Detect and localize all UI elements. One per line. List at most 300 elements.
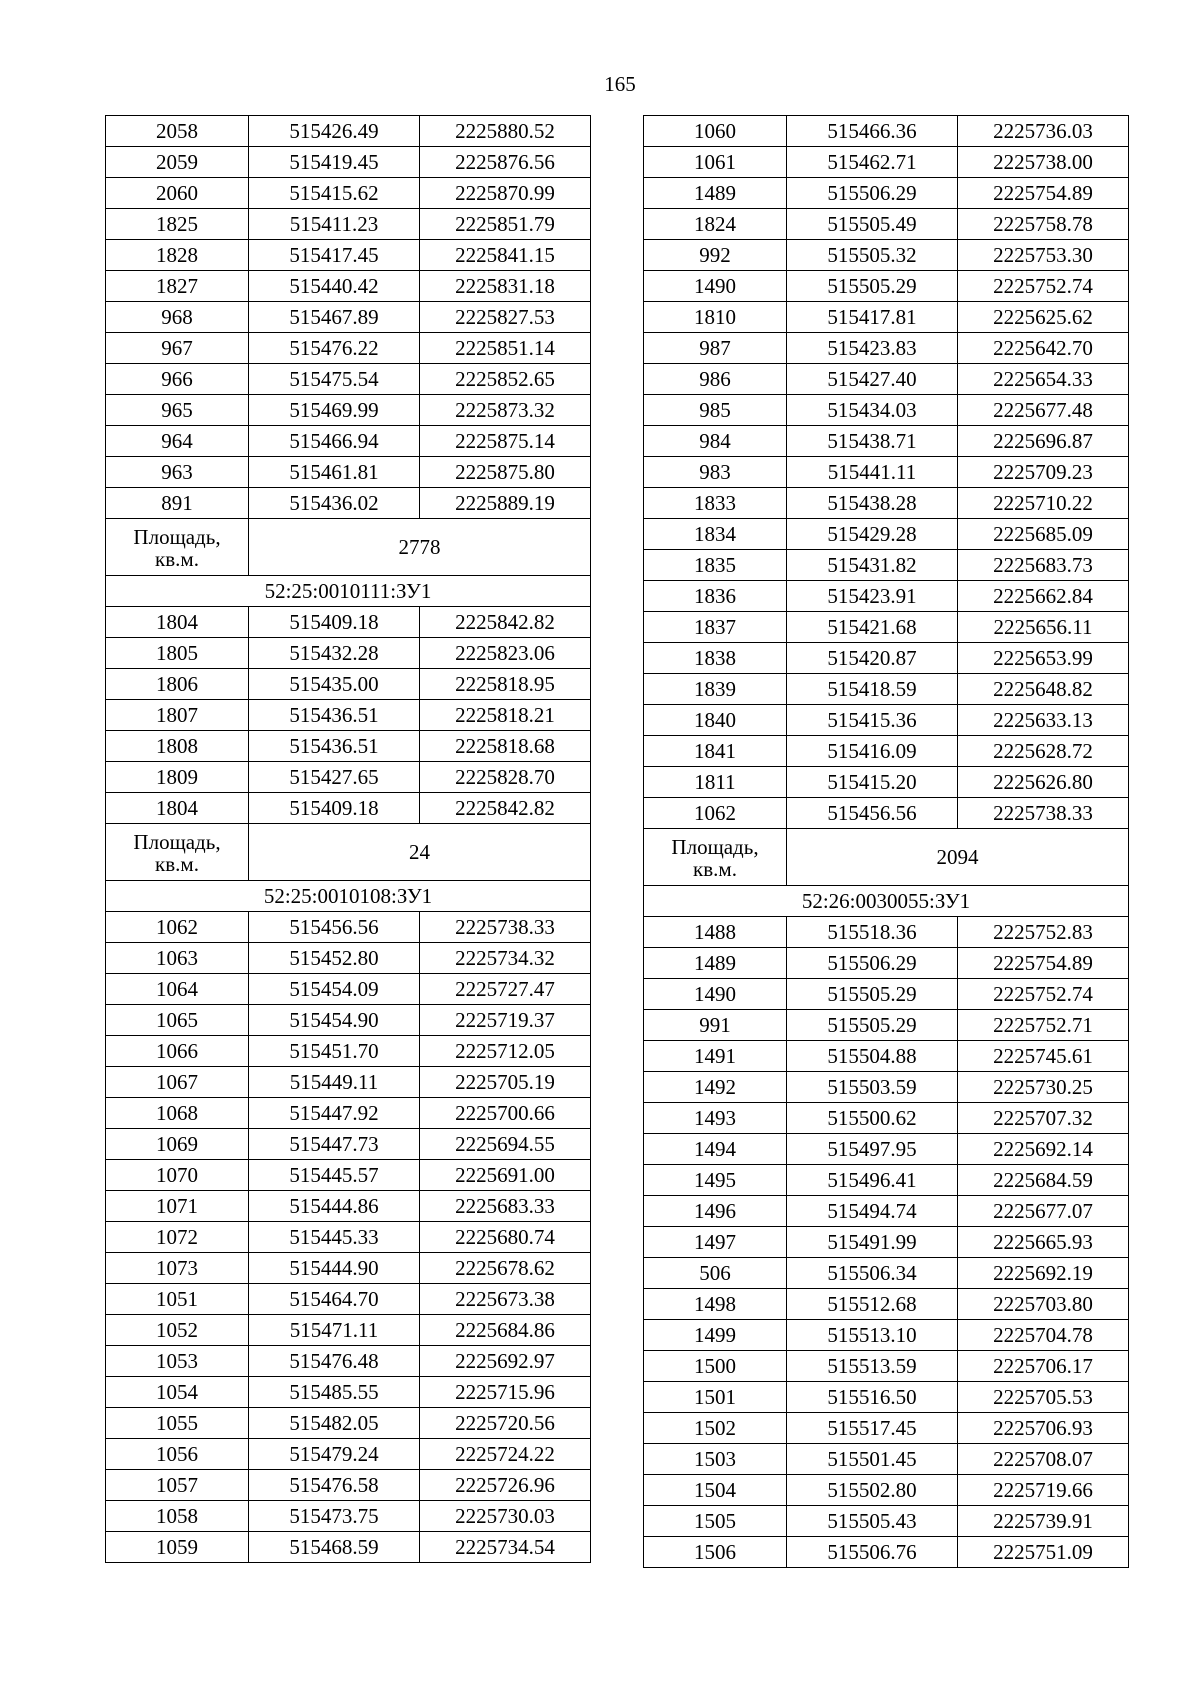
x-coordinate-cell: 515471.11 (249, 1315, 420, 1346)
point-number-cell: 1058 (106, 1501, 249, 1532)
x-coordinate-cell: 515444.86 (249, 1191, 420, 1222)
parcel-header-row (106, 576, 591, 607)
table-row (644, 736, 1129, 767)
table-row (644, 147, 1129, 178)
table-row (106, 333, 591, 364)
x-coordinate-cell: 515475.54 (249, 364, 420, 395)
y-coordinate-cell: 2225719.37 (420, 1005, 591, 1036)
table-row (644, 178, 1129, 209)
x-coordinate-cell: 515431.82 (787, 550, 958, 581)
point-number-cell: 1505 (644, 1506, 787, 1537)
y-coordinate-cell: 2225715.96 (420, 1377, 591, 1408)
x-coordinate-cell: 515456.56 (787, 798, 958, 829)
x-coordinate-cell: 515466.94 (249, 426, 420, 457)
y-coordinate-cell: 2225665.93 (958, 1227, 1129, 1258)
table-row (644, 1382, 1129, 1413)
point-number-cell: 1805 (106, 638, 249, 669)
table-row (106, 271, 591, 302)
x-coordinate-cell: 515452.80 (249, 943, 420, 974)
point-number-cell: 1833 (644, 488, 787, 519)
area-value-cell: 2778 (249, 519, 591, 576)
y-coordinate-cell: 2225700.66 (420, 1098, 591, 1129)
table-row (644, 488, 1129, 519)
point-number-cell: 1840 (644, 705, 787, 736)
x-coordinate-cell: 515409.18 (249, 607, 420, 638)
y-coordinate-cell: 2225873.32 (420, 395, 591, 426)
y-coordinate-cell: 2225683.73 (958, 550, 1129, 581)
point-number-cell: 1059 (106, 1532, 249, 1563)
point-number-cell: 506 (644, 1258, 787, 1289)
point-number-cell: 1806 (106, 669, 249, 700)
table-row (644, 1320, 1129, 1351)
y-coordinate-cell: 2225752.83 (958, 917, 1129, 948)
x-coordinate-cell: 515417.45 (249, 240, 420, 271)
point-number-cell: 1492 (644, 1072, 787, 1103)
y-coordinate-cell: 2225852.65 (420, 364, 591, 395)
point-number-cell: 1073 (106, 1253, 249, 1284)
y-coordinate-cell: 2225738.33 (958, 798, 1129, 829)
x-coordinate-cell: 515491.99 (787, 1227, 958, 1258)
table-row (106, 912, 591, 943)
x-coordinate-cell: 515436.02 (249, 488, 420, 519)
area-value-cell: 2094 (787, 829, 1129, 886)
area-label: Площадь, (671, 835, 759, 859)
point-number-cell: 1506 (644, 1537, 787, 1568)
y-coordinate-cell: 2225751.09 (958, 1537, 1129, 1568)
table-row (644, 1072, 1129, 1103)
x-coordinate-cell: 515482.05 (249, 1408, 420, 1439)
x-coordinate-cell: 515423.91 (787, 581, 958, 612)
table-row (644, 1475, 1129, 1506)
y-coordinate-cell: 2225710.22 (958, 488, 1129, 519)
x-coordinate-cell: 515436.51 (249, 731, 420, 762)
x-coordinate-cell: 515456.56 (249, 912, 420, 943)
table-row (106, 1129, 591, 1160)
y-coordinate-cell: 2225705.53 (958, 1382, 1129, 1413)
y-coordinate-cell: 2225684.59 (958, 1165, 1129, 1196)
y-coordinate-cell: 2225705.19 (420, 1067, 591, 1098)
point-number-cell: 1060 (644, 116, 787, 147)
point-number-cell: 1808 (106, 731, 249, 762)
cadastral-number: 52:26:0030055:ЗУ1 (644, 886, 1129, 917)
x-coordinate-cell: 515454.09 (249, 974, 420, 1005)
point-number-cell: 1838 (644, 643, 787, 674)
point-number-cell: 1809 (106, 762, 249, 793)
y-coordinate-cell: 2225680.74 (420, 1222, 591, 1253)
x-coordinate-cell: 515464.70 (249, 1284, 420, 1315)
point-number-cell: 1070 (106, 1160, 249, 1191)
point-number-cell: 1062 (106, 912, 249, 943)
point-number-cell: 1051 (106, 1284, 249, 1315)
point-number-cell: 1835 (644, 550, 787, 581)
point-number-cell: 1837 (644, 612, 787, 643)
point-number-cell: 986 (644, 364, 787, 395)
y-coordinate-cell: 2225706.93 (958, 1413, 1129, 1444)
point-number-cell: 2060 (106, 178, 249, 209)
table-row (106, 974, 591, 1005)
y-coordinate-cell: 2225738.33 (420, 912, 591, 943)
point-number-cell: 1062 (644, 798, 787, 829)
y-coordinate-cell: 2225673.38 (420, 1284, 591, 1315)
table-row (106, 1408, 591, 1439)
y-coordinate-cell: 2225684.86 (420, 1315, 591, 1346)
point-number-cell: 1500 (644, 1351, 787, 1382)
y-coordinate-cell: 2225739.91 (958, 1506, 1129, 1537)
table-row (644, 612, 1129, 643)
point-number-cell: 1067 (106, 1067, 249, 1098)
y-coordinate-cell: 2225696.87 (958, 426, 1129, 457)
point-number-cell: 1495 (644, 1165, 787, 1196)
x-coordinate-cell: 515438.71 (787, 426, 958, 457)
table-row (644, 1134, 1129, 1165)
x-coordinate-cell: 515496.41 (787, 1165, 958, 1196)
point-number-cell: 991 (644, 1010, 787, 1041)
y-coordinate-cell: 2225754.89 (958, 948, 1129, 979)
table-row (644, 1289, 1129, 1320)
y-coordinate-cell: 2225818.95 (420, 669, 591, 700)
table-row (644, 116, 1129, 147)
x-coordinate-cell: 515418.59 (787, 674, 958, 705)
y-coordinate-cell: 2225818.21 (420, 700, 591, 731)
y-coordinate-cell: 2225736.03 (958, 116, 1129, 147)
area-label-cell (644, 829, 787, 886)
point-number-cell: 2059 (106, 147, 249, 178)
x-coordinate-cell: 515506.29 (787, 178, 958, 209)
point-number-cell: 2058 (106, 116, 249, 147)
y-coordinate-cell: 2225704.78 (958, 1320, 1129, 1351)
x-coordinate-cell: 515505.49 (787, 209, 958, 240)
x-coordinate-cell: 515506.34 (787, 1258, 958, 1289)
y-coordinate-cell: 2225851.14 (420, 333, 591, 364)
point-number-cell: 1807 (106, 700, 249, 731)
cadastral-number: 52:25:0010111:ЗУ1 (106, 576, 591, 607)
area-unit-label: кв.м. (155, 547, 199, 571)
point-number-cell: 1491 (644, 1041, 787, 1072)
point-number-cell: 1841 (644, 736, 787, 767)
x-coordinate-cell: 515426.49 (249, 116, 420, 147)
x-coordinate-cell: 515451.70 (249, 1036, 420, 1067)
table-row (106, 395, 591, 426)
x-coordinate-cell: 515485.55 (249, 1377, 420, 1408)
y-coordinate-cell: 2225677.07 (958, 1196, 1129, 1227)
table-row (644, 1351, 1129, 1382)
x-coordinate-cell: 515454.90 (249, 1005, 420, 1036)
point-number-cell: 1824 (644, 209, 787, 240)
point-number-cell: 1828 (106, 240, 249, 271)
y-coordinate-cell: 2225734.54 (420, 1532, 591, 1563)
x-coordinate-cell: 515419.45 (249, 147, 420, 178)
table-row (106, 1253, 591, 1284)
point-number-cell: 1061 (644, 147, 787, 178)
point-number-cell: 1499 (644, 1320, 787, 1351)
table-row (106, 147, 591, 178)
y-coordinate-cell: 2225720.56 (420, 1408, 591, 1439)
coordinates-table-right (643, 115, 1129, 1568)
x-coordinate-cell: 515512.68 (787, 1289, 958, 1320)
point-number-cell: 963 (106, 457, 249, 488)
point-number-cell: 1054 (106, 1377, 249, 1408)
y-coordinate-cell: 2225677.48 (958, 395, 1129, 426)
y-coordinate-cell: 2225875.80 (420, 457, 591, 488)
y-coordinate-cell: 2225691.00 (420, 1160, 591, 1191)
y-coordinate-cell: 2225694.55 (420, 1129, 591, 1160)
x-coordinate-cell: 515427.40 (787, 364, 958, 395)
y-coordinate-cell: 2225708.07 (958, 1444, 1129, 1475)
x-coordinate-cell: 515516.50 (787, 1382, 958, 1413)
table-row (644, 457, 1129, 488)
table-row (106, 426, 591, 457)
y-coordinate-cell: 2225727.47 (420, 974, 591, 1005)
area-label-cell (106, 824, 249, 881)
y-coordinate-cell: 2225730.25 (958, 1072, 1129, 1103)
table-row (644, 948, 1129, 979)
point-number-cell: 1834 (644, 519, 787, 550)
x-coordinate-cell: 515416.09 (787, 736, 958, 767)
x-coordinate-cell: 515427.65 (249, 762, 420, 793)
table-row (644, 798, 1129, 829)
table-row (644, 767, 1129, 798)
y-coordinate-cell: 2225827.53 (420, 302, 591, 333)
parcel-header-row (644, 886, 1129, 917)
y-coordinate-cell: 2225653.99 (958, 643, 1129, 674)
point-number-cell: 1804 (106, 793, 249, 824)
point-number-cell: 1839 (644, 674, 787, 705)
point-number-cell: 1493 (644, 1103, 787, 1134)
x-coordinate-cell: 515411.23 (249, 209, 420, 240)
point-number-cell: 1053 (106, 1346, 249, 1377)
y-coordinate-cell: 2225842.82 (420, 607, 591, 638)
x-coordinate-cell: 515494.74 (787, 1196, 958, 1227)
y-coordinate-cell: 2225692.14 (958, 1134, 1129, 1165)
x-coordinate-cell: 515505.32 (787, 240, 958, 271)
table-row (106, 793, 591, 824)
y-coordinate-cell: 2225754.89 (958, 178, 1129, 209)
table-row (644, 240, 1129, 271)
x-coordinate-cell: 515473.75 (249, 1501, 420, 1532)
x-coordinate-cell: 515518.36 (787, 917, 958, 948)
y-coordinate-cell: 2225831.18 (420, 271, 591, 302)
table-row (644, 1506, 1129, 1537)
table-row (644, 1196, 1129, 1227)
point-number-cell: 1502 (644, 1413, 787, 1444)
y-coordinate-cell: 2225841.15 (420, 240, 591, 271)
x-coordinate-cell: 515505.29 (787, 979, 958, 1010)
table-row (106, 1346, 591, 1377)
y-coordinate-cell: 2225703.80 (958, 1289, 1129, 1320)
point-number-cell: 967 (106, 333, 249, 364)
table-row (106, 1005, 591, 1036)
point-number-cell: 992 (644, 240, 787, 271)
y-coordinate-cell: 2225823.06 (420, 638, 591, 669)
point-number-cell: 966 (106, 364, 249, 395)
table-row (106, 1222, 591, 1253)
point-number-cell: 891 (106, 488, 249, 519)
table-row (644, 1413, 1129, 1444)
x-coordinate-cell: 515441.11 (787, 457, 958, 488)
point-number-cell: 984 (644, 426, 787, 457)
x-coordinate-cell: 515445.57 (249, 1160, 420, 1191)
x-coordinate-cell: 515505.29 (787, 1010, 958, 1041)
table-row (644, 1103, 1129, 1134)
point-number-cell: 1055 (106, 1408, 249, 1439)
table-row (106, 1501, 591, 1532)
x-coordinate-cell: 515423.83 (787, 333, 958, 364)
x-coordinate-cell: 515421.68 (787, 612, 958, 643)
x-coordinate-cell: 515513.10 (787, 1320, 958, 1351)
table-row (644, 1258, 1129, 1289)
point-number-cell: 1056 (106, 1439, 249, 1470)
table-row (644, 1537, 1129, 1568)
area-value-cell: 24 (249, 824, 591, 881)
y-coordinate-cell: 2225642.70 (958, 333, 1129, 364)
table-row (106, 116, 591, 147)
table-row (644, 643, 1129, 674)
point-number-cell: 1836 (644, 581, 787, 612)
x-coordinate-cell: 515415.62 (249, 178, 420, 209)
x-coordinate-cell: 515506.76 (787, 1537, 958, 1568)
point-number-cell: 1804 (106, 607, 249, 638)
table-row (644, 364, 1129, 395)
y-coordinate-cell: 2225753.30 (958, 240, 1129, 271)
table-row (106, 1284, 591, 1315)
y-coordinate-cell: 2225633.13 (958, 705, 1129, 736)
table-row (106, 364, 591, 395)
y-coordinate-cell: 2225889.19 (420, 488, 591, 519)
point-number-cell: 987 (644, 333, 787, 364)
point-number-cell: 1497 (644, 1227, 787, 1258)
table-row (644, 519, 1129, 550)
y-coordinate-cell: 2225738.00 (958, 147, 1129, 178)
table-row (644, 426, 1129, 457)
page-number: 165 (604, 72, 636, 96)
x-coordinate-cell: 515409.18 (249, 793, 420, 824)
table-row (106, 178, 591, 209)
point-number-cell: 1072 (106, 1222, 249, 1253)
x-coordinate-cell: 515449.11 (249, 1067, 420, 1098)
point-number-cell: 1489 (644, 178, 787, 209)
x-coordinate-cell: 515445.33 (249, 1222, 420, 1253)
table-row (106, 762, 591, 793)
y-coordinate-cell: 2225828.70 (420, 762, 591, 793)
point-number-cell: 1494 (644, 1134, 787, 1165)
point-number-cell: 1503 (644, 1444, 787, 1475)
table-row (644, 979, 1129, 1010)
x-coordinate-cell: 515447.73 (249, 1129, 420, 1160)
area-label: Площадь, (133, 830, 221, 854)
y-coordinate-cell: 2225625.62 (958, 302, 1129, 333)
y-coordinate-cell: 2225628.72 (958, 736, 1129, 767)
x-coordinate-cell: 515476.22 (249, 333, 420, 364)
y-coordinate-cell: 2225745.61 (958, 1041, 1129, 1072)
x-coordinate-cell: 515434.03 (787, 395, 958, 426)
table-row (644, 581, 1129, 612)
y-coordinate-cell: 2225752.71 (958, 1010, 1129, 1041)
y-coordinate-cell: 2225678.62 (420, 1253, 591, 1284)
table-row (644, 271, 1129, 302)
x-coordinate-cell: 515436.51 (249, 700, 420, 731)
point-number-cell: 983 (644, 457, 787, 488)
y-coordinate-cell: 2225818.68 (420, 731, 591, 762)
area-unit-label: кв.м. (155, 852, 199, 876)
x-coordinate-cell: 515497.95 (787, 1134, 958, 1165)
table-row (644, 705, 1129, 736)
point-number-cell: 1068 (106, 1098, 249, 1129)
y-coordinate-cell: 2225876.56 (420, 147, 591, 178)
point-number-cell: 1052 (106, 1315, 249, 1346)
point-number-cell: 985 (644, 395, 787, 426)
area-row (644, 829, 1129, 886)
x-coordinate-cell: 515420.87 (787, 643, 958, 674)
x-coordinate-cell: 515432.28 (249, 638, 420, 669)
x-coordinate-cell: 515504.88 (787, 1041, 958, 1072)
area-row (106, 824, 591, 881)
table-row (106, 488, 591, 519)
x-coordinate-cell: 515505.29 (787, 271, 958, 302)
y-coordinate-cell: 2225752.74 (958, 271, 1129, 302)
x-coordinate-cell: 515476.58 (249, 1470, 420, 1501)
point-number-cell: 1810 (644, 302, 787, 333)
table-row (644, 1010, 1129, 1041)
point-number-cell: 965 (106, 395, 249, 426)
table-row (106, 457, 591, 488)
x-coordinate-cell: 515461.81 (249, 457, 420, 488)
y-coordinate-cell: 2225724.22 (420, 1439, 591, 1470)
table-row (106, 302, 591, 333)
table-row (644, 1165, 1129, 1196)
y-coordinate-cell: 2225656.11 (958, 612, 1129, 643)
cadastral-number: 52:25:0010108:ЗУ1 (106, 881, 591, 912)
table-row (106, 1067, 591, 1098)
x-coordinate-cell: 515417.81 (787, 302, 958, 333)
x-coordinate-cell: 515513.59 (787, 1351, 958, 1382)
coordinates-table-left (105, 115, 591, 1563)
y-coordinate-cell: 2225880.52 (420, 116, 591, 147)
y-coordinate-cell: 2225870.99 (420, 178, 591, 209)
x-coordinate-cell: 515467.89 (249, 302, 420, 333)
y-coordinate-cell: 2225842.82 (420, 793, 591, 824)
x-coordinate-cell: 515476.48 (249, 1346, 420, 1377)
table-row (106, 1470, 591, 1501)
x-coordinate-cell: 515469.99 (249, 395, 420, 426)
table-row (106, 1191, 591, 1222)
x-coordinate-cell: 515462.71 (787, 147, 958, 178)
table-row (644, 1227, 1129, 1258)
point-number-cell: 1057 (106, 1470, 249, 1501)
point-number-cell: 1496 (644, 1196, 787, 1227)
table-row (644, 674, 1129, 705)
point-number-cell: 1069 (106, 1129, 249, 1160)
x-coordinate-cell: 515506.29 (787, 948, 958, 979)
point-number-cell: 1825 (106, 209, 249, 240)
table-row (106, 1439, 591, 1470)
y-coordinate-cell: 2225875.14 (420, 426, 591, 457)
point-number-cell: 968 (106, 302, 249, 333)
table-row (106, 943, 591, 974)
point-number-cell: 1490 (644, 271, 787, 302)
x-coordinate-cell: 515444.90 (249, 1253, 420, 1284)
table-row (644, 333, 1129, 364)
x-coordinate-cell: 515415.20 (787, 767, 958, 798)
point-number-cell: 1827 (106, 271, 249, 302)
point-number-cell: 1064 (106, 974, 249, 1005)
x-coordinate-cell: 515415.36 (787, 705, 958, 736)
y-coordinate-cell: 2225752.74 (958, 979, 1129, 1010)
x-coordinate-cell: 515517.45 (787, 1413, 958, 1444)
y-coordinate-cell: 2225654.33 (958, 364, 1129, 395)
table-row (106, 731, 591, 762)
table-row (644, 550, 1129, 581)
table-row (644, 917, 1129, 948)
